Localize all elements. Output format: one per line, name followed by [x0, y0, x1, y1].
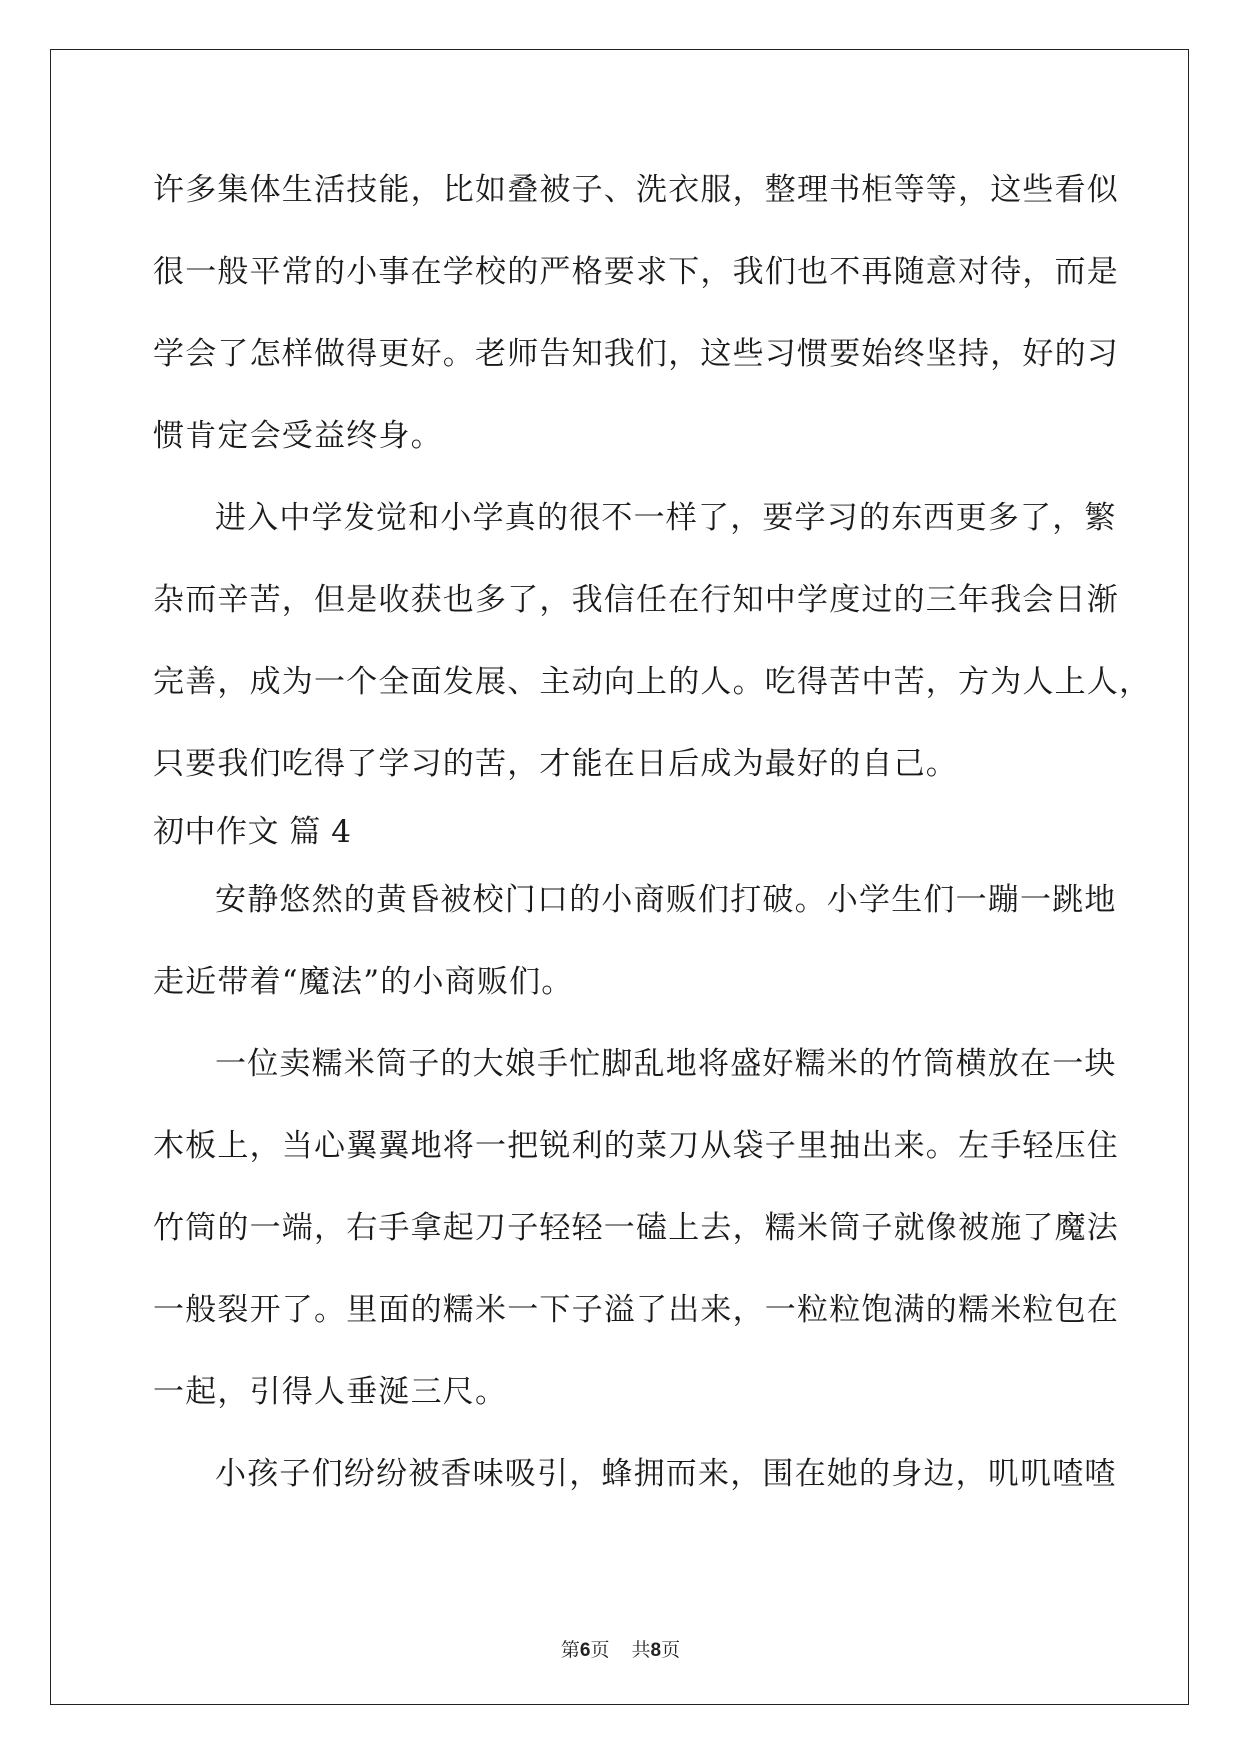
page-prefix: 第 — [560, 1639, 580, 1661]
page-footer — [0, 1635, 1241, 1662]
text-line: 木板上，当心翼翼地将一把锐利的菜刀从袋子里抽出来。左手轻压住 — [153, 1128, 1119, 1164]
total-prefix: 共 — [631, 1639, 651, 1661]
paragraph-first-line: 安静悠然的黄昏被校门口的小商贩们打破。小学生们一蹦一跳地 — [215, 882, 1117, 918]
paragraph-first-line: 进入中学发觉和小学真的很不一样了，要学习的东西更多了，繁 — [215, 500, 1117, 536]
text-line: 走近带着“魔法”的小商贩们。 — [153, 964, 574, 1000]
text-line: 完善，成为一个全面发展、主动向上的人。吃得苦中苦，方为人上人， — [153, 664, 1152, 700]
paragraph-first-line: 小孩子们纷纷被香味吸引，蜂拥而来，围在她的身边，叽叽喳喳 — [215, 1456, 1117, 1492]
text-line: 很一般平常的小事在学校的严格要求下，我们也不再随意对待，而是 — [153, 254, 1119, 290]
text-line: 一起，引得人垂涎三尺。 — [153, 1374, 508, 1410]
page-suffix: 页 — [590, 1639, 610, 1661]
page-number: 6 — [579, 1640, 591, 1661]
paragraph-first-line: 一位卖糯米筒子的大娘手忙脚乱地将盛好糯米的竹筒横放在一块 — [215, 1046, 1117, 1082]
text-line: 许多集体生活技能，比如叠被子、洗衣服，整理书柜等等，这些看似 — [153, 172, 1119, 208]
total-pages: 8 — [650, 1640, 662, 1661]
text-line: 学会了怎样做得更好。老师告知我们，这些习惯要始终坚持，好的习 — [153, 336, 1119, 372]
text-line: 竹筒的一端，右手拿起刀子轻轻一磕上去，糯米筒子就像被施了魔法 — [153, 1210, 1119, 1246]
text-line: 一般裂开了。里面的糯米一下子溢了出来，一粒粒饱满的糯米粒包在 — [153, 1292, 1119, 1328]
text-line: 惯肯定会受益终身。 — [153, 418, 443, 454]
section-heading: 初中作文 篇 4 — [153, 814, 352, 850]
text-line: 只要我们吃得了学习的苦，才能在日后成为最好的自己。 — [153, 746, 958, 782]
total-suffix: 页 — [661, 1639, 681, 1661]
text-line: 杂而辛苦，但是收获也多了，我信任在行知中学度过的三年我会日渐 — [153, 582, 1119, 618]
document-body — [153, 158, 1152, 1524]
